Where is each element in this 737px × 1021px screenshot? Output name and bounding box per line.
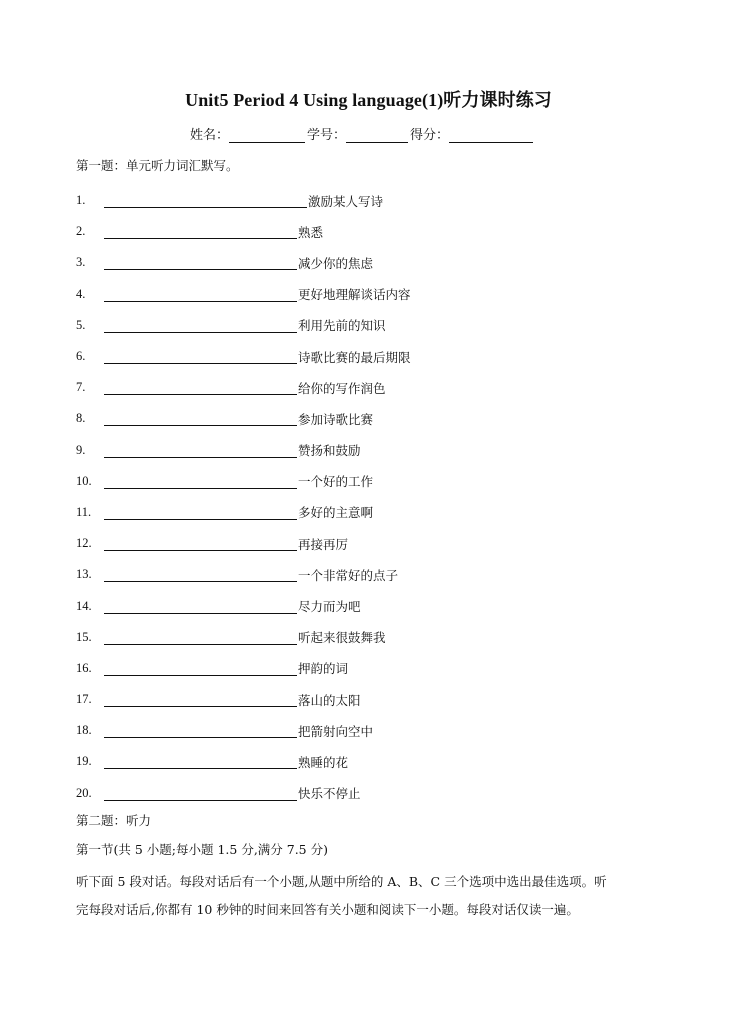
student-id-label: 学号： [307, 128, 347, 143]
answer-blank[interactable] [104, 599, 297, 614]
list-item [76, 746, 676, 777]
vocab-list [76, 185, 676, 809]
list-item [76, 216, 676, 247]
answer-blank[interactable] [104, 536, 297, 551]
answer-blank[interactable] [104, 349, 297, 364]
list-item [76, 715, 676, 746]
list-item [76, 372, 676, 403]
list-item [76, 590, 676, 621]
page-title: Unit5 Period 4 Using language(1)听力课时练习 [185, 90, 552, 110]
item-meaning: 再接再厉 [298, 536, 349, 552]
section1-heading: 第一题：单元听力词汇默写。 [76, 158, 239, 173]
name-label: 姓名： [190, 128, 230, 143]
list-item [76, 247, 676, 278]
item-meaning: 赞扬和鼓励 [298, 443, 361, 459]
list-item [76, 341, 676, 372]
student-info-row [190, 124, 535, 143]
item-number: 8. [76, 411, 86, 426]
item-number: 11. [76, 504, 92, 519]
list-item [76, 185, 676, 216]
answer-blank[interactable] [104, 318, 297, 333]
score-label: 得分： [410, 128, 450, 143]
item-meaning: 落山的太阳 [298, 692, 361, 708]
item-number: 3. [76, 255, 86, 270]
item-number: 5. [76, 317, 86, 332]
item-meaning: 听起来很鼓舞我 [298, 630, 386, 646]
list-item [76, 528, 676, 559]
list-item [76, 653, 676, 684]
item-number: 18. [76, 723, 92, 738]
item-number: 16. [76, 660, 92, 675]
item-meaning: 利用先前的知识 [298, 318, 386, 334]
item-number: 14. [76, 598, 92, 613]
item-meaning: 更好地理解谈话内容 [298, 287, 411, 303]
item-meaning: 快乐不停止 [298, 786, 361, 802]
item-meaning: 诗歌比赛的最后期限 [298, 349, 411, 365]
item-meaning: 激励某人写诗 [308, 193, 384, 209]
item-meaning: 把箭射向空中 [298, 723, 374, 739]
list-item [76, 435, 676, 466]
list-item [76, 559, 676, 590]
section2-heading: 第二题：听力 [76, 813, 152, 828]
score-blank[interactable] [449, 129, 533, 143]
list-item [76, 684, 676, 715]
student-id-blank[interactable] [346, 129, 408, 143]
item-number: 20. [76, 785, 92, 800]
item-meaning: 押韵的词 [298, 661, 349, 677]
answer-blank[interactable] [104, 505, 297, 520]
item-number: 12. [76, 536, 92, 551]
item-meaning: 一个非常好的点子 [298, 567, 399, 583]
answer-blank[interactable] [104, 443, 297, 458]
item-number: 1. [76, 193, 86, 208]
answer-blank[interactable] [104, 193, 307, 208]
item-number: 4. [76, 286, 86, 301]
answer-blank[interactable] [104, 754, 297, 769]
answer-blank[interactable] [104, 287, 297, 302]
answer-blank[interactable] [104, 692, 297, 707]
item-meaning: 一个好的工作 [298, 474, 374, 490]
list-item [76, 466, 676, 497]
item-number: 13. [76, 567, 92, 582]
list-item [76, 622, 676, 653]
item-number: 6. [76, 349, 86, 364]
item-meaning: 给你的写作润色 [298, 380, 386, 396]
item-meaning: 参加诗歌比赛 [298, 411, 374, 427]
answer-blank[interactable] [104, 661, 297, 676]
answer-blank[interactable] [104, 411, 297, 426]
answer-blank[interactable] [104, 786, 297, 801]
answer-blank[interactable] [104, 630, 297, 645]
item-meaning: 熟悉 [298, 224, 324, 240]
item-meaning: 多好的主意啊 [298, 505, 374, 521]
list-item [76, 279, 676, 310]
answer-blank[interactable] [104, 255, 297, 270]
item-meaning: 减少你的焦虑 [298, 255, 374, 271]
section2-instructions-line2: 完每段对话后,你都有 10 秒钟的时间来回答有关小题和阅读下一小题。每段对话仅读一遍。 [76, 902, 579, 917]
list-item [76, 403, 676, 434]
item-number: 17. [76, 692, 92, 707]
item-number: 19. [76, 754, 92, 769]
item-meaning: 尽力而为吧 [298, 599, 361, 615]
item-number: 9. [76, 442, 86, 457]
answer-blank[interactable] [104, 567, 297, 582]
name-blank[interactable] [229, 129, 305, 143]
list-item [76, 310, 676, 341]
item-number: 2. [76, 224, 86, 239]
item-number: 15. [76, 629, 92, 644]
section2-instructions-line1: 听下面 5 段对话。每段对话后有一个小题,从题中所给的 A、B、C 三个选项中选出最佳选项。听 [76, 874, 607, 889]
item-number: 10. [76, 473, 92, 488]
answer-blank[interactable] [104, 474, 297, 489]
item-meaning: 熟睡的花 [298, 754, 349, 770]
list-item [76, 497, 676, 528]
answer-blank[interactable] [104, 224, 297, 239]
item-number: 7. [76, 380, 86, 395]
answer-blank[interactable] [104, 723, 297, 738]
answer-blank[interactable] [104, 380, 297, 395]
section2-subheading: 第一节(共 5 小题;每小题 1.5 分,满分 7.5 分) [76, 842, 328, 857]
list-item [76, 778, 676, 809]
